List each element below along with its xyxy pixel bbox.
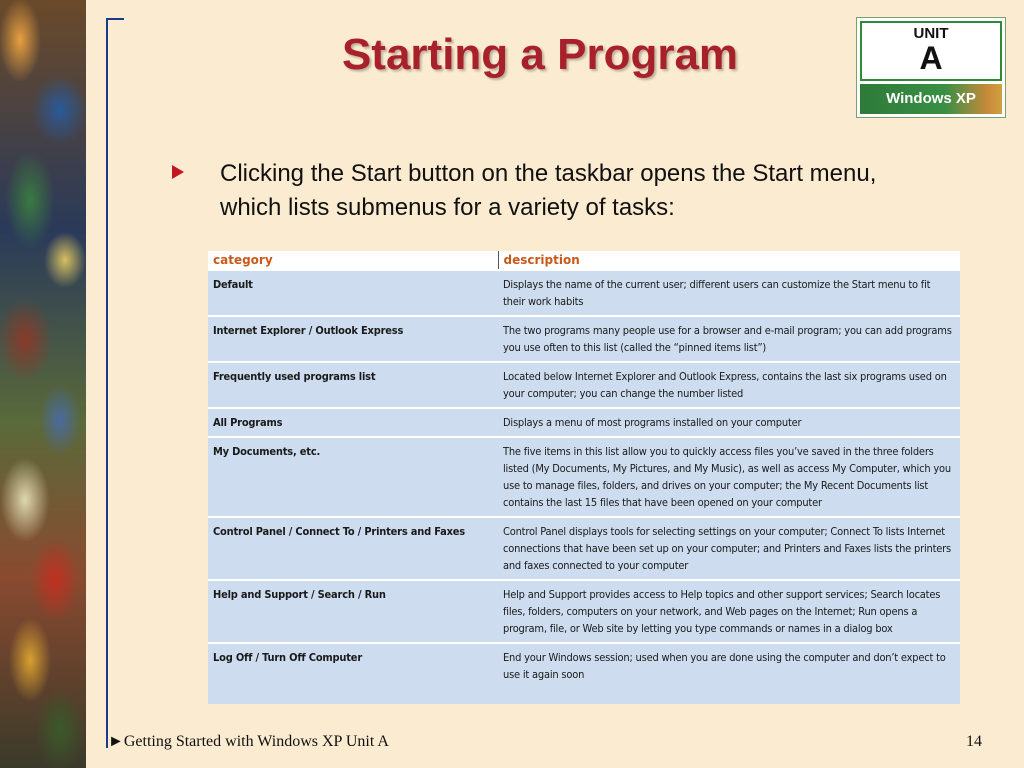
unit-product-label: Windows XP — [860, 84, 1002, 114]
row-category: Frequently used programs list — [213, 370, 376, 383]
row-description: Control Panel displays tools for selecting settings on your computer; Connect To lists Internet connections that have been set up on your computer; and Printers and Faxes lists the printers and faxes connected to your computer — [503, 525, 951, 572]
row-description: End your Windows session; used when you are done using the computer and don’t expect to use it again soon — [503, 651, 946, 681]
frame-vertical-line — [106, 18, 108, 748]
row-category: Help and Support / Search / Run — [213, 588, 386, 601]
table-row — [208, 437, 960, 517]
row-category: Default — [213, 278, 253, 291]
table-row — [208, 580, 960, 643]
header-category: category — [208, 251, 498, 270]
unit-badge-top — [860, 21, 1002, 81]
table-row — [208, 643, 960, 688]
row-description: The five items in this list allow you to quickly access files you’ve saved in the three folders listed (My Documents, My Pictures, and My Music), as well as access My Computer, which you use to manage files, folders, and drives on your computer; the My Recent Documents list contains the last 15 files that have been opened on your computer — [503, 445, 951, 509]
bullet-text: Clicking the Start button on the taskbar opens the Start menu, which lists submenus for a variety of tasks: — [220, 160, 877, 221]
row-category: Internet Explorer / Outlook Express — [213, 324, 404, 337]
triangle-bullet-icon — [172, 165, 184, 179]
header-description: description — [498, 251, 960, 270]
row-description: The two programs many people use for a browser and e-mail program; you can add programs you use often to this list (called the “pinned items list”) — [503, 324, 952, 354]
table-header-row — [208, 251, 960, 270]
table-row — [208, 408, 960, 437]
row-category: All Programs — [213, 416, 283, 429]
table-row — [208, 517, 960, 580]
footer-page-number: 14 — [966, 733, 982, 750]
unit-badge — [856, 17, 1006, 118]
row-description: Help and Support provides access to Help topics and other support services; Search locates files, folders, computers on your network, and Web pages on the Internet; Run opens a program, file, or Web site by letting you type commands or names in a dialog box — [503, 588, 941, 635]
row-description: Displays a menu of most programs installed on your computer — [503, 416, 802, 429]
unit-label: UNIT — [913, 25, 949, 42]
category-description-table — [208, 251, 960, 688]
slide-title: Starting a Program — [341, 30, 739, 79]
frame-corner-line — [106, 18, 124, 20]
row-description: Located below Internet Explorer and Outlook Express, contains the last six programs used on your computer; you can change the number listed — [503, 370, 947, 400]
bullet-point — [172, 157, 932, 225]
footer-course-title: ►Getting Started with Windows XP Unit A — [108, 733, 389, 750]
row-description: Displays the name of the current user; different users can customize the Start menu to fit their work habits — [503, 278, 931, 308]
decorative-painting-strip — [0, 0, 86, 768]
table-row — [208, 270, 960, 316]
row-category: Log Off / Turn Off Computer — [213, 651, 363, 664]
table-row — [208, 316, 960, 362]
unit-letter: A — [919, 40, 943, 76]
row-category: My Documents, etc. — [213, 445, 321, 458]
table-row — [208, 362, 960, 408]
row-category: Control Panel / Connect To / Printers and Faxes — [213, 525, 466, 538]
start-menu-table — [208, 251, 960, 704]
